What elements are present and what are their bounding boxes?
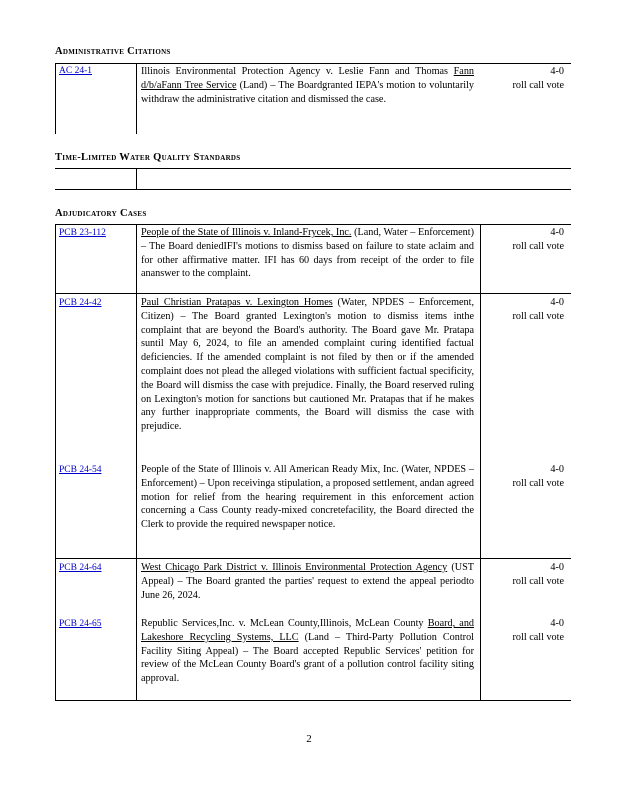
case-description: Illinois Environmental Protection Agency v. Leslie Fann and Thomas Fann d/b/aFann Tree Service (Land) – The Boardgranted IEPA's motion to voluntarily withdraw the administrative citation and dismissed the case. [141,66,474,105]
vote-result: 4-0 roll call vote [512,227,564,252]
vote-result: 4-0 roll call vote [512,562,564,587]
divider [55,168,571,169]
divider [55,63,571,64]
case-link-pcb-24-54[interactable]: PCB 24-54 [59,465,102,475]
case-link-pcb-24-65[interactable]: PCB 24-65 [59,619,102,629]
section-heading-time-limited-wqs: Time-Limited Water Quality Standards [55,152,241,163]
table-border [136,168,137,189]
case-link-pcb-24-64[interactable]: PCB 24-64 [59,563,102,573]
case-description: Paul Christian Pratapas v. Lexington Homes (Water, NPDES – Enforcement, Citizen) – The Board granted Lexington's motion to dismiss items inthe complaint that are beyond the Board's authority. The Board gave Mr. Pratapa suntil May 6, 2024, to file an amended complaint curing identified factual deficiencies. If the amended complaint is not filed by then or if the amended complaint does not plead the alleged violations with sufficient factual specificity, the Board will dismiss the case with prejudice. Finally, the Board reserved ruling on Lexington's motion for sanctions but cautioned Mr. Pratapas that if he makes any further inappropriate comments, the Board will dismiss the case with prejudice. [141,297,474,433]
vote-result: 4-0 roll call vote [512,297,564,322]
case-link-pcb-23-112[interactable]: PCB 23-112 [59,228,106,238]
vote-result: 4-0 roll call vote [512,66,564,91]
divider [55,224,571,225]
section-heading-adjudicatory-cases: Adjudicatory Cases [55,208,147,219]
table-border [136,224,137,700]
divider [55,558,571,559]
table-border [136,63,137,134]
table-border [480,224,481,700]
table-border [55,63,56,134]
divider [55,293,571,294]
divider [55,189,571,190]
case-description: Republic Services,Inc. v. McLean County,Illinois, McLean County Board, and Lakeshore Recycling Systems, LLC (Land – Third-Party Pollution Control Facility Siting Appeal) – The Board accepted Republic Services' petition for review of the McLean County Board's grant of a pollution control facility siting approval. [141,618,475,685]
vote-result: 4-0 roll call vote [512,618,564,643]
table-border [55,224,56,700]
divider [55,700,571,701]
vote-result: 4-0 roll call vote [512,464,564,489]
case-description: People of the State of Illinois v. Inland-Frycek, Inc. (Land, Water – Enforcement) – The Board deniedIFI's motions to dismiss based on failure to state aclaim and for other affirmative matter. IFI has 60 days from receipt of the order to file ananswer to the complaint. [141,227,474,280]
case-link-pcb-24-42[interactable]: PCB 24-42 [59,298,102,308]
case-description: People of the State of Illinois v. All American Ready Mix, Inc. (Water, NPDES – Enforcement) – Upon receivinga stipulation, a proposed settlement, andan agreed motion for relief from the hearing requirement in this enforcement action concerning a Cass County ready-mixed concretefacility, the Board directed the Clerk to provide the required newspaper notice. [141,464,474,531]
case-description: West Chicago Park District v. Illinois Environmental Protection Agency (UST Appeal) – The Board granted the parties' request to extend the appeal periodto June 26, 2024. [141,562,474,601]
page-number: 2 [306,733,312,745]
section-heading-administrative-citations: Administrative Citations [55,46,171,57]
case-link-ac-24-1[interactable]: AC 24-1 [59,66,92,76]
